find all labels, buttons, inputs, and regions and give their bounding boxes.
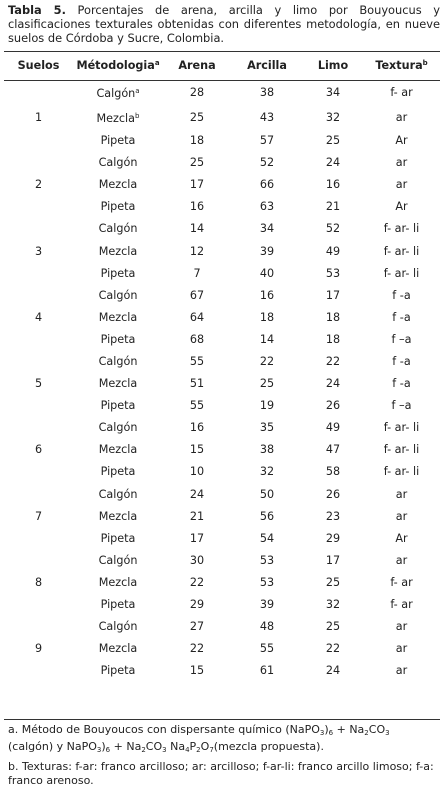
cell-arcilla: 38: [259, 85, 275, 99]
cell-arena: 12: [189, 244, 205, 258]
table-row: [4, 174, 440, 196]
cell-arena: 55: [189, 399, 205, 413]
table-row: [4, 528, 440, 550]
cell-arcilla: 38: [259, 443, 275, 457]
cell-textura: ar: [395, 509, 408, 523]
cell-arcilla: 40: [259, 266, 275, 280]
cell-arcilla: 50: [259, 487, 275, 501]
cell-metodo: Pipeta: [100, 399, 136, 413]
cell-textura: ar: [395, 487, 408, 501]
table-row: [4, 572, 440, 594]
cell-limo: 32: [325, 598, 341, 612]
cell-suelo: 4: [34, 310, 43, 324]
cell-arena: 51: [189, 377, 205, 391]
cell-metodo: Mezcla: [98, 575, 138, 589]
cell-textura: Ar: [395, 531, 408, 545]
cell-metodo: Calgón: [98, 620, 138, 634]
cell-metodo: Calgón$^a$: [96, 87, 140, 100]
table-row: [4, 196, 440, 218]
table-row: [4, 80, 440, 105]
cell-arcilla: 43: [259, 110, 275, 124]
cell-suelo: [4, 616, 73, 638]
cell-limo: 32: [325, 110, 341, 124]
cell-limo: 24: [325, 156, 341, 170]
cell-arena: 27: [189, 620, 205, 634]
cell-arcilla: 39: [259, 244, 275, 258]
cell-arcilla: 19: [259, 399, 275, 413]
cell-limo: 24: [325, 664, 341, 678]
cell-textura: f -a: [392, 288, 411, 302]
cell-arcilla: 22: [259, 354, 275, 368]
cell-textura: Ar: [395, 200, 408, 214]
cell-arcilla: 63: [259, 200, 275, 214]
cell-textura: f -a: [392, 377, 411, 391]
cell-arcilla: 53: [259, 553, 275, 567]
table-row: [4, 351, 440, 373]
cell-metodo: Mezcla: [98, 642, 138, 656]
cell-limo: 17: [325, 553, 341, 567]
cell-suelo: 5: [34, 377, 43, 391]
cell-metodo: Pipeta: [100, 200, 136, 214]
cell-limo: 23: [325, 509, 341, 523]
cell-limo: 52: [325, 222, 341, 236]
header-suelos: Suelos: [17, 59, 60, 72]
cell-arcilla: 66: [259, 178, 275, 192]
header-limo: Limo: [317, 59, 349, 72]
cell-arena: 68: [189, 332, 205, 346]
cell-metodo: Mezcla: [98, 178, 138, 192]
table-row: [4, 417, 440, 439]
cell-suelo: [4, 550, 73, 572]
cell-limo: 22: [325, 354, 341, 368]
cell-arcilla: 34: [259, 222, 275, 236]
cell-metodo: Mezcla: [98, 244, 138, 258]
cell-arena: 30: [189, 553, 205, 567]
cell-suelo: [4, 152, 73, 174]
footnote-b: b. Texturas: f-ar: franco arcilloso; ar: arcilloso; f-ar-li: franco arcillo limoso; f-a: franco arenoso.: [8, 760, 434, 787]
cell-limo: 47: [325, 443, 341, 457]
cell-arcilla: 57: [259, 134, 275, 148]
cell-arcilla: 39: [259, 598, 275, 612]
cell-arena: 10: [189, 465, 205, 479]
cell-arena: 55: [189, 354, 205, 368]
table-row: [4, 329, 440, 351]
cell-metodo: Pipeta: [100, 664, 136, 678]
cell-arena: 64: [189, 310, 205, 324]
table-row: [4, 373, 440, 395]
cell-suelo: 7: [34, 509, 43, 523]
cell-suelo: 3: [34, 244, 43, 258]
cell-textura: f –a: [391, 332, 412, 346]
cell-limo: 17: [325, 288, 341, 302]
table-row: [4, 638, 440, 660]
cell-limo: 26: [325, 487, 341, 501]
cell-limo: 18: [325, 332, 341, 346]
cell-metodo: Calgón: [98, 354, 138, 368]
table-row: [4, 218, 440, 240]
cell-metodo: Calgón: [98, 421, 138, 435]
cell-metodo: Pipeta: [100, 598, 136, 612]
cell-arena: 22: [189, 642, 205, 656]
cell-suelo: [4, 528, 73, 550]
cell-textura: f -a: [392, 354, 411, 368]
cell-arcilla: 52: [259, 156, 275, 170]
table-row: [4, 461, 440, 483]
cell-arena: 22: [189, 575, 205, 589]
cell-arcilla: 53: [259, 575, 275, 589]
cell-suelo: [4, 351, 73, 373]
table-body: [4, 80, 440, 682]
cell-suelo: [4, 80, 73, 105]
cell-textura: ar: [395, 156, 408, 170]
cell-limo: 22: [325, 642, 341, 656]
cell-limo: 21: [325, 200, 341, 214]
cell-arena: 15: [189, 664, 205, 678]
cell-suelo: 1: [34, 110, 43, 124]
cell-metodo: Mezcla$^b$: [96, 112, 140, 125]
table-row: [4, 506, 440, 528]
table-row: [4, 263, 440, 285]
header-arena: Arena: [178, 59, 216, 72]
cell-metodo: Pipeta: [100, 531, 136, 545]
cell-arena: 25: [189, 110, 205, 124]
caption-label: Tabla 5.: [8, 3, 66, 17]
cell-suelo: [4, 329, 73, 351]
cell-metodo: Pipeta: [100, 332, 136, 346]
cell-metodo: Calgón: [98, 222, 138, 236]
cell-arcilla: 25: [259, 377, 275, 391]
cell-metodo: Mezcla: [98, 310, 138, 324]
table-row: [4, 395, 440, 417]
cell-limo: 53: [325, 266, 341, 280]
cell-textura: f- ar- li: [383, 443, 420, 457]
cell-textura: ar: [395, 178, 408, 192]
cell-textura: ar: [395, 664, 408, 678]
header-arcilla: Arcilla: [247, 59, 287, 72]
table-footnotes: [8, 723, 440, 791]
cell-arcilla: 35: [259, 421, 275, 435]
cell-arena: 16: [189, 200, 205, 214]
cell-textura: f- ar: [390, 85, 413, 99]
cell-metodo: Mezcla: [98, 377, 138, 391]
cell-arcilla: 32: [259, 465, 275, 479]
table-row: [4, 240, 440, 262]
cell-suelo: [4, 130, 73, 152]
cell-arena: 14: [189, 222, 205, 236]
cell-suelo: [4, 196, 73, 218]
cell-arcilla: 61: [259, 664, 275, 678]
cell-metodo: Pipeta: [100, 134, 136, 148]
cell-textura: f- ar: [390, 598, 413, 612]
cell-metodo: Calgón: [98, 553, 138, 567]
data-table: [4, 51, 440, 682]
cell-arena: 17: [189, 531, 205, 545]
cell-arcilla: 56: [259, 509, 275, 523]
cell-textura: ar: [395, 553, 408, 567]
cell-suelo: 9: [34, 642, 43, 656]
bottom-rule: [4, 719, 440, 720]
cell-limo: 16: [325, 178, 341, 192]
cell-metodo: Mezcla: [98, 509, 138, 523]
cell-limo: 26: [325, 399, 341, 413]
cell-textura: f- ar- li: [383, 244, 420, 258]
cell-limo: 18: [325, 310, 341, 324]
cell-suelo: [4, 417, 73, 439]
header-textura: Textura$^b$: [375, 59, 428, 72]
cell-limo: 34: [325, 85, 341, 99]
cell-metodo: Calgón: [98, 156, 138, 170]
table-row: [4, 152, 440, 174]
cell-suelo: [4, 484, 73, 506]
cell-suelo: [4, 660, 73, 682]
cell-suelo: 8: [34, 575, 43, 589]
cell-limo: 24: [325, 377, 341, 391]
cell-arcilla: 14: [259, 332, 275, 346]
cell-arena: 15: [189, 443, 205, 457]
cell-arena: 17: [189, 178, 205, 192]
cell-limo: 25: [325, 575, 341, 589]
cell-arcilla: 16: [259, 288, 275, 302]
footnote-a: a. Método de Bouyoucos con dispersante químico $(NaPO_3)_6 + Na_2CO_3$ (calgón) y $NaPO_3)_6 + Na_2CO_3$ $Na_4P_2O_7(mezcla$ propuesta).: [8, 723, 390, 754]
cell-arena: 18: [189, 134, 205, 148]
cell-textura: f- ar: [390, 575, 413, 589]
cell-textura: Ar: [395, 134, 408, 148]
cell-textura: f- ar- li: [383, 421, 420, 435]
table-row: [4, 594, 440, 616]
cell-textura: f -a: [392, 310, 411, 324]
cell-limo: 58: [325, 465, 341, 479]
cell-limo: 49: [325, 244, 341, 258]
cell-metodo: Calgón: [98, 487, 138, 501]
cell-suelo: [4, 263, 73, 285]
cell-textura: f- ar- li: [383, 266, 420, 280]
cell-metodo: Mezcla: [98, 443, 138, 457]
cell-arena: 28: [189, 85, 205, 99]
table-row: [4, 660, 440, 682]
cell-arena: 29: [189, 598, 205, 612]
table-row: [4, 484, 440, 506]
cell-arena: 67: [189, 288, 205, 302]
cell-limo: 25: [325, 134, 341, 148]
caption-text: Porcentajes de arena, arcilla y limo por Bouyoucus y clasificaciones texturales obtenidas con diferentes metodología, en nueve suelos de Córdoba y Sucre, Colombia.: [8, 3, 441, 45]
cell-textura: f- ar- li: [383, 465, 420, 479]
cell-arcilla: 54: [259, 531, 275, 545]
cell-suelo: [4, 285, 73, 307]
table-caption: [8, 3, 440, 45]
cell-suelo: 6: [34, 443, 43, 457]
cell-metodo: Calgón: [98, 288, 138, 302]
table-row: [4, 105, 440, 130]
cell-textura: ar: [395, 110, 408, 124]
cell-limo: 25: [325, 620, 341, 634]
cell-arcilla: 48: [259, 620, 275, 634]
table-row: [4, 285, 440, 307]
header-metodologia: Métodologia$^a$: [76, 59, 160, 72]
cell-arcilla: 18: [259, 310, 275, 324]
cell-suelo: [4, 461, 73, 483]
table-row: [4, 439, 440, 461]
cell-limo: 29: [325, 531, 341, 545]
table-row: [4, 307, 440, 329]
cell-textura: ar: [395, 642, 408, 656]
cell-suelo: 2: [34, 178, 43, 192]
table-row: [4, 616, 440, 638]
cell-arena: 7: [193, 266, 201, 280]
cell-arena: 24: [189, 487, 205, 501]
cell-metodo: Pipeta: [100, 266, 136, 280]
cell-metodo: Pipeta: [100, 465, 136, 479]
header-row: [4, 51, 440, 80]
cell-textura: ar: [395, 620, 408, 634]
table-row: [4, 130, 440, 152]
cell-suelo: [4, 218, 73, 240]
cell-limo: 49: [325, 421, 341, 435]
cell-textura: f- ar- li: [383, 222, 420, 236]
cell-textura: f –a: [391, 399, 412, 413]
cell-arena: 21: [189, 509, 205, 523]
cell-arena: 16: [189, 421, 205, 435]
cell-suelo: [4, 395, 73, 417]
cell-arcilla: 55: [259, 642, 275, 656]
table-row: [4, 550, 440, 572]
cell-arena: 25: [189, 156, 205, 170]
cell-suelo: [4, 594, 73, 616]
